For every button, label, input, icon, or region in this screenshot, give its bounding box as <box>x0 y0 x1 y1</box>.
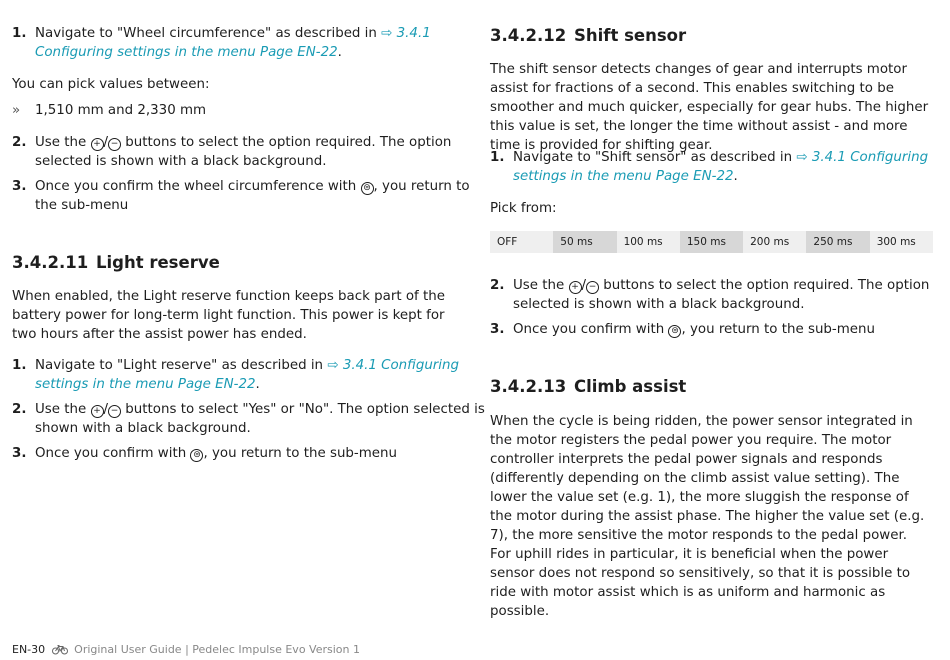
step-text: buttons to select "Yes" or "No". The option selected is shown with a black background. <box>35 402 485 436</box>
page-link-text: 3.4.1 Configuring settings in the menu Page EN-22 <box>35 26 431 60</box>
step-text: Once you confirm with <box>513 322 669 337</box>
shift-step-2 <box>490 276 950 314</box>
page-number: EN-30 <box>12 643 46 656</box>
heading-title: Light reserve <box>96 253 220 272</box>
step-number: 1. <box>12 26 27 41</box>
page-link-text: 3.4.1 Configuring settings in the menu Page EN-22 <box>513 150 929 184</box>
light-description: When enabled, the Light reserve function keeps back part of the battery power for long-term light function. This power is kept for two hours after the assist power has ended. <box>12 289 445 342</box>
confirm-button-icon: ⊜ <box>668 325 681 338</box>
wheel-step-1 <box>12 24 485 62</box>
step-text: Use the <box>35 402 91 417</box>
step-text: , you return to the sub-menu <box>35 179 470 213</box>
pick-from-label: Pick from: <box>490 201 557 216</box>
step-number: 1. <box>490 150 505 165</box>
footer-title: Original User Guide | Pedelec Impulse Evo Version 1 <box>74 643 360 656</box>
confirm-button-icon: ⊜ <box>361 182 374 195</box>
option-cell: 150 ms <box>680 231 743 253</box>
climb-description: When the cycle is being ridden, the power sensor integrated in the motor registers the pedal power you require. The motor controller interprets the pedal power signals and responds (differently depending on the climb assist value setting). The lower the value set (e.g. 1), the more sluggish the response of the motor during the assist phase. The higher the value set (e.g. 7), the more sensitive the motor responds to the pedal power. For uphill rides in particular, it is beneficial when the power sensor does not respond so sensitively, so that it is possible to ride with motor assist which is as uniform and harmonic as possible. <box>490 414 925 619</box>
step-number: 1. <box>12 358 27 373</box>
plus-minus-buttons-icon: + / − <box>569 278 600 293</box>
heading-number: 3.4.2.11 <box>12 253 89 272</box>
bullet-mark: » <box>12 103 21 118</box>
step-text: Use the <box>35 135 91 150</box>
option-cell: 200 ms <box>743 231 806 253</box>
bicycle-icon <box>52 644 68 655</box>
shift-step-1 <box>490 148 950 186</box>
step-number: 3. <box>12 446 27 461</box>
light-step-3 <box>12 444 485 463</box>
pick-intro: You can pick values between: <box>12 77 210 92</box>
heading-number: 3.4.2.12 <box>490 26 567 45</box>
wheel-step-2 <box>12 133 485 171</box>
heading-title: Climb assist <box>574 377 687 396</box>
shift-step-3 <box>490 320 950 339</box>
step-text: buttons to select the option required. The option selected is shown with a black background. <box>513 278 930 312</box>
step-number: 2. <box>12 135 27 150</box>
step-number: 2. <box>490 278 505 293</box>
plus-minus-buttons-icon: + / − <box>91 135 122 150</box>
step-number: 3. <box>12 179 27 194</box>
step-number: 3. <box>490 322 505 337</box>
step-text: , you return to the sub-menu <box>681 322 876 337</box>
shift-description: The shift sensor detects changes of gear and interrupts motor assist for fractions of a second. This enables switching to be smoother and much quicker, especially for gear hubs. The higher this value is set, the longer the time without assist - and more time is provided for shifting gear. <box>490 62 929 153</box>
step-punct: . <box>255 377 260 392</box>
step-number: 2. <box>12 402 27 417</box>
heading-title: Shift sensor <box>574 26 687 45</box>
step-text: buttons to select the option required. The option selected is shown with a black background. <box>35 135 452 169</box>
step-punct: . <box>337 45 342 60</box>
option-cell: 250 ms <box>806 231 869 253</box>
light-step-2 <box>12 400 485 438</box>
step-text: , you return to the sub-menu <box>203 446 398 461</box>
arrow-right-icon: ⇨ <box>327 358 339 373</box>
page-link-text: 3.4.1 Configuring settings in the menu Page EN-22 <box>35 358 460 392</box>
confirm-button-icon: ⊜ <box>190 449 203 462</box>
plus-minus-buttons-icon: + / − <box>91 402 122 417</box>
shift-sensor-options <box>490 231 933 253</box>
section-heading-climb-assist <box>490 376 686 398</box>
light-step-1 <box>12 356 485 394</box>
heading-number: 3.4.2.13 <box>490 377 567 396</box>
step-punct: . <box>733 169 738 184</box>
step-text: Once you confirm the wheel circumference with <box>35 179 361 194</box>
option-cell: 50 ms <box>553 231 616 253</box>
section-heading-shift-sensor <box>490 25 686 47</box>
option-cell: 100 ms <box>617 231 680 253</box>
section-heading-light-reserve <box>12 252 220 274</box>
page-footer <box>12 642 360 658</box>
option-cell: 300 ms <box>870 231 933 253</box>
wheel-step-3 <box>12 177 485 215</box>
step-text: Navigate to "Wheel circumference" as described in <box>35 26 382 41</box>
arrow-right-icon: ⇨ <box>796 150 808 165</box>
range-bullet <box>12 101 475 120</box>
arrow-right-icon: ⇨ <box>381 26 393 41</box>
range-value: 1,510 mm and 2,330 mm <box>35 103 207 118</box>
step-text: Navigate to "Shift sensor" as described in <box>513 150 797 165</box>
option-cell: OFF <box>490 231 553 253</box>
step-text: Once you confirm with <box>35 446 191 461</box>
step-text: Navigate to "Light reserve" as described in <box>35 358 328 373</box>
step-text: Use the <box>513 278 569 293</box>
